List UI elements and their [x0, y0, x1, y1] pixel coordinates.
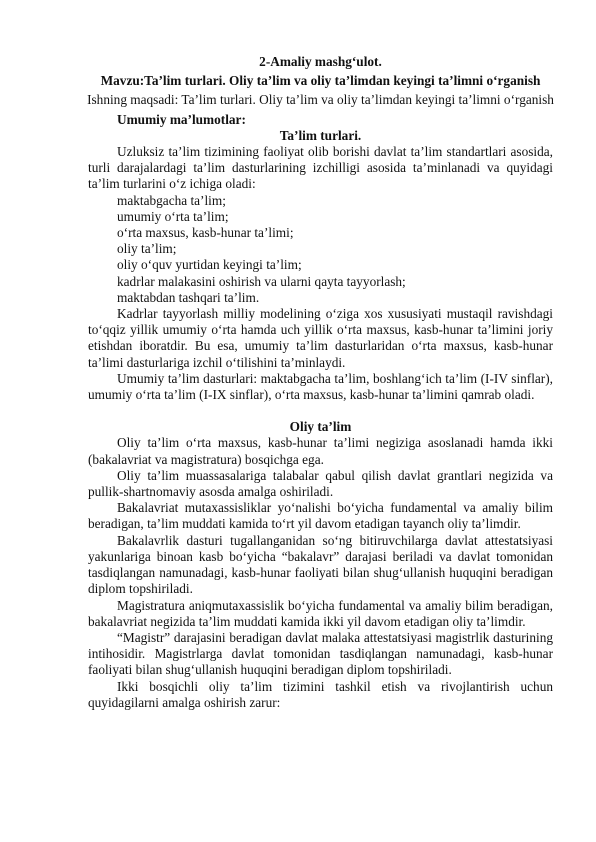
paragraph-bachelor: Bakalavriat mutaxassisliklar yo‘nalishi bo‘yicha fundamental va amaliy bilim beradigan, ta’lim muddati kamida to‘rt yil davom etadigan tayanch oliy ta’limdir.	[88, 500, 553, 532]
list-item: maktabgacha ta’lim;	[117, 192, 226, 208]
paragraph-general-programs: Umumiy ta’lim dasturlari: maktabgacha ta’lim, boshlang‘ich ta’lim (I-IV sinflar), umumiy o‘rta ta’lim (I-IX sinflar), o‘rta maxsus, kasb-hunar ta’limini qamrab oladi.	[88, 370, 553, 403]
paragraph-national-model: Kadrlar tayyorlash milliy modelining o‘ziga xos xususiyati mustaqil ravishdagi to‘qqiz yillik umumiy o‘rta hamda uch yillik o‘rta maxsus, kasb-hunar ta’limini joriy etishdan iboratdir. Bu esa, umumiy ta’lim dasturlaridan o‘rta maxsus, kasb-hunar ta’limi dasturlariga izchil o‘tilishini ta’minlaydi.	[88, 306, 553, 370]
paragraph-bachelor-diploma: Bakalavrlik dasturi tugallanganidan so‘ng bitiruvchilarga davlat attestatsiyasi yakunlariga binoan kasb bo‘yicha “bakalavr” darajasi beriladi va davlat tomonidan tasdiqlangan namunadagi, kasb-hunar faoliyati bilan shug‘ullanish huquqini beradigan diplom topshiriladi.	[88, 532, 553, 597]
section-heading-higher-education: Oliy ta’lim	[289, 419, 352, 435]
aim-line: Ishning maqsadi: Ta’lim turlari. Oliy ta’lim va oliy ta’limdan keyingi ta’limni o‘rganish	[87, 92, 554, 108]
paragraph-admission: Oliy ta’lim muassasalariga talabalar qabul qilish davlat grantlari negizida va pullik-shartnomaviy asosda amalga oshiriladi.	[88, 467, 553, 500]
paragraph-master: Magistratura aniqmutaxassislik bo‘yicha fundamental va amaliy bilim beradigan, bakalavriat negizida ta’lim muddati kamida ikki yil davom etadigan oliy ta’limdir.	[88, 597, 553, 629]
paragraph-continuous-education: Uzluksiz ta’lim tizimining faoliyat olib borishi davlat ta’lim standartlari asosida, turli darajalardagi ta’lim dasturlarining izchilligi asosida ta’minlanadi va quyidagi ta’lim turlarini o‘z ichiga oladi:	[88, 144, 553, 192]
document-title: 2-Amaliy mashg‘ulot.	[259, 54, 382, 69]
list-item: maktabdan tashqari ta’lim.	[117, 289, 260, 305]
list-item: o‘rta maxsus, kasb-hunar ta’limi;	[117, 225, 294, 241]
paragraph-two-level-system: Ikki bosqichli oliy ta’lim tizimini tashkil etish va rivojlantirish uchun quyidagilarni amalga oshirish zarur:	[88, 678, 553, 710]
paragraph-higher-education-basis: Oliy ta’lim o‘rta maxsus, kasb-hunar ta’limi negiziga asoslanadi hamda ikki (bakalavriat va magistratura) bosqichga ega.	[88, 435, 553, 467]
section-heading-education-types: Ta’lim turlari.	[279, 127, 362, 143]
general-info-heading: Umumiy ma’lumotlar:	[117, 111, 246, 127]
list-item: oliy ta’lim;	[117, 241, 177, 257]
list-item: kadrlar malakasini oshirish va ularni qayta tayyorlash;	[117, 273, 406, 289]
list-item: oliy o‘quv yurtidan keyingi ta’lim;	[117, 257, 302, 273]
section-spacer	[88, 403, 553, 419]
paragraph-master-degree: “Magistr” darajasini beradigan davlat malaka attestatsiyasi magistrlik dasturining intihosidir. Magistrlarga davlat tomonidan tasdiqlangan namunadagi, kasb-hunar faoliyati bilan shug‘ullanish huquqini beradigan diplom topshiriladi.	[88, 629, 553, 678]
topic-line: Mavzu:Ta’lim turlari. Oliy ta’lim va oliy ta’limdan keyingi ta’limni o‘rganish	[100, 73, 541, 89]
list-item: umumiy o‘rta ta’lim;	[117, 208, 229, 224]
